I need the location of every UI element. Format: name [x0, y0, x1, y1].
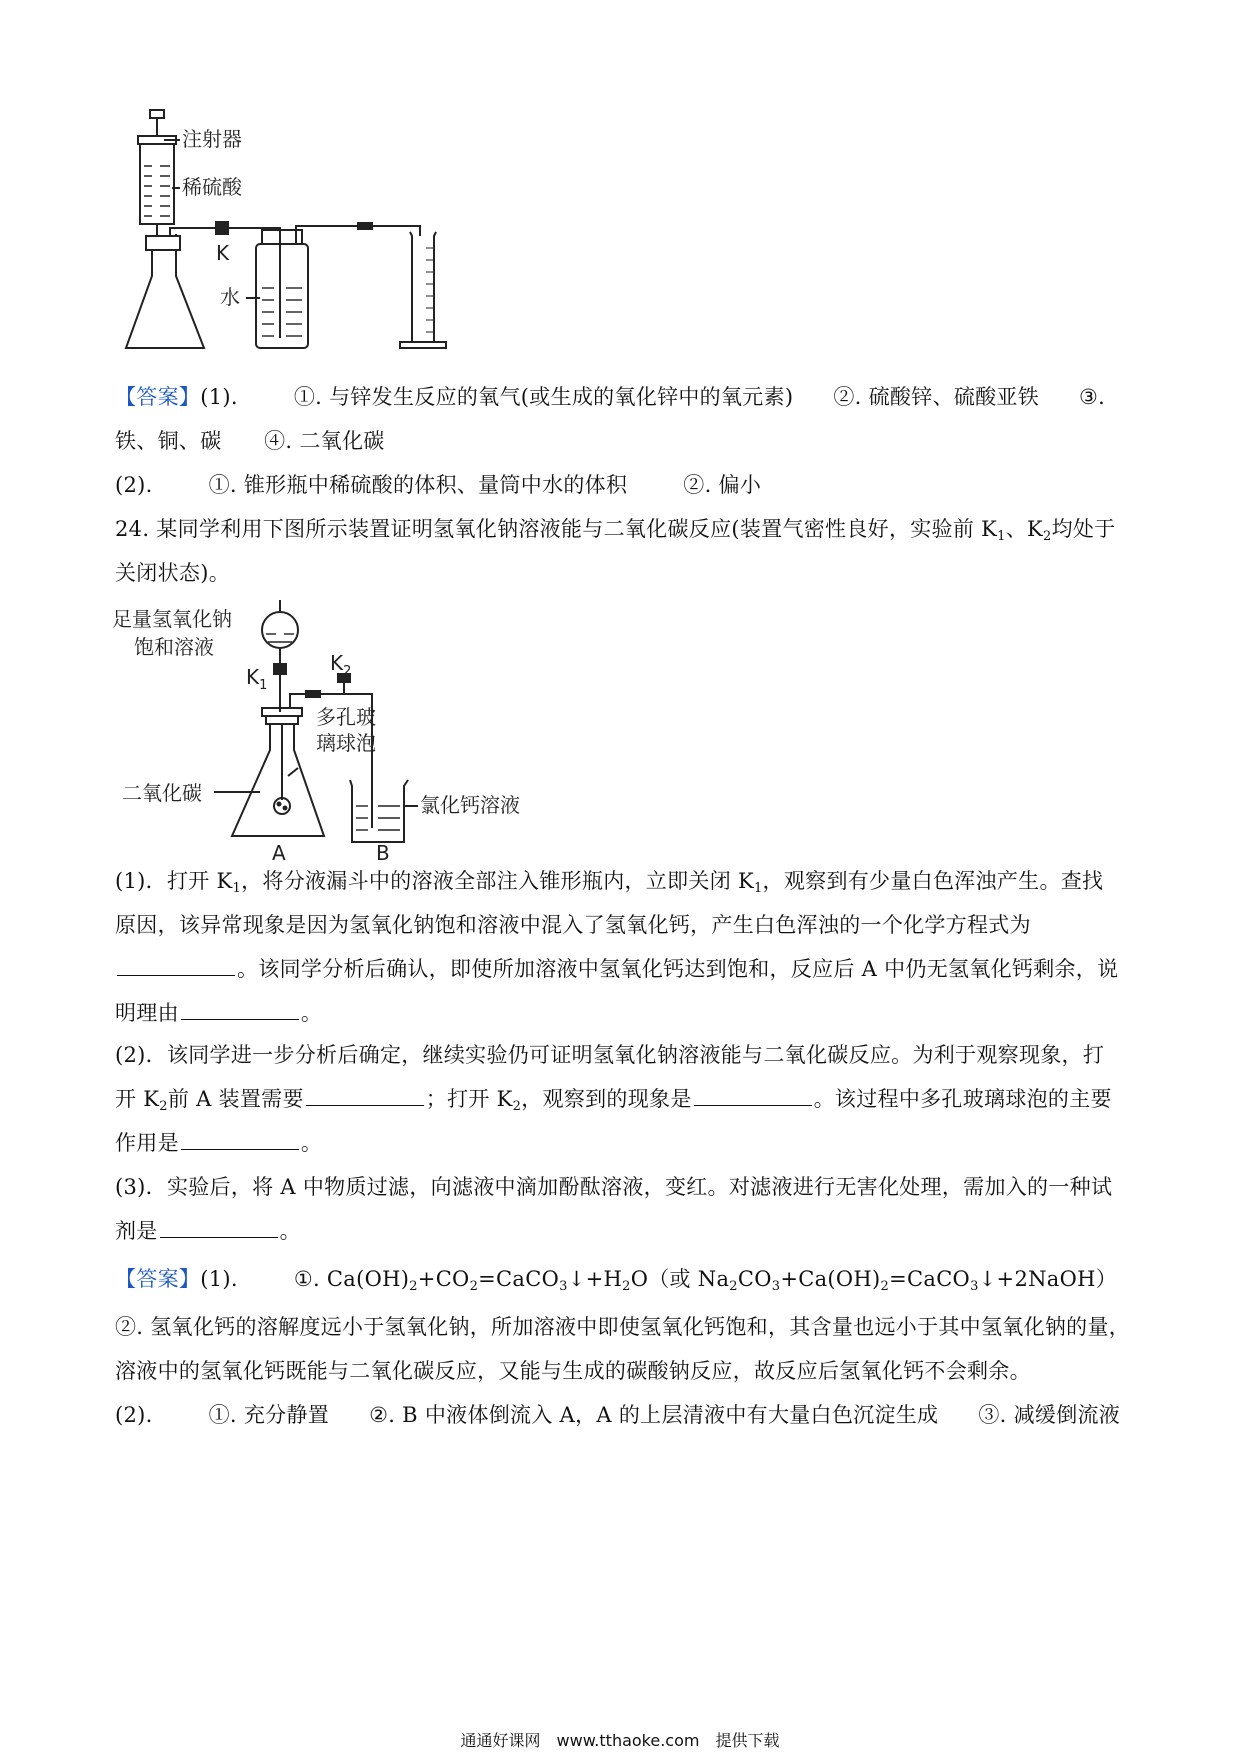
question-text: 。该过程中多孔玻璃球泡的主要: [813, 1087, 1112, 1111]
label-dilute-acid: 稀硫酸: [182, 175, 242, 199]
part-number: (1).: [200, 385, 238, 409]
label-naoh-2: 饱和溶液: [134, 635, 214, 659]
page-footer: 通通好课网 www.tthaoke.com 提供下载: [460, 1731, 780, 1750]
subscript: 2: [409, 1279, 418, 1294]
answer-23-line-2: 铁、铜、碳 ④. 二氧化碳: [115, 429, 385, 453]
answer-24-line-1: [115, 1264, 1117, 1294]
question-text: 24. 某同学利用下图所示装置证明氢氧化钠溶液能与二氧化碳反应(装置气密性良好，实验前 K: [115, 517, 998, 541]
subscript: 2: [159, 1099, 168, 1114]
label-a: A: [272, 841, 286, 865]
question-text: 。: [300, 1001, 323, 1025]
label-naoh-1: 足量氢氧化钠: [112, 607, 232, 631]
part-number: (1).: [200, 1267, 238, 1291]
subscript: 1: [753, 881, 763, 896]
q24-part1-line-2: 原因，该异常现象是因为氢氧化钠饱和溶液中混入了氢氧化钙，产生白色浑浊的一个化学方程式为: [115, 913, 1031, 937]
q24-part2-line-2: [115, 1084, 1112, 1114]
answer-text: ①. 锥形瓶中稀硫酸的体积、量筒中水的体积: [208, 473, 628, 497]
subscript: 2: [469, 1279, 479, 1294]
question-text: ，观察到的现象是: [521, 1087, 692, 1111]
subscript: 2: [880, 1279, 890, 1294]
equation-text: =CaCO: [478, 1267, 560, 1291]
answer-tag: 【答案】: [115, 1267, 201, 1291]
label-porous-bulb-1: 多孔玻: [316, 705, 376, 729]
q24-part1-line-1: [115, 866, 1103, 896]
beaker-b: [350, 780, 408, 842]
label-b: B: [376, 841, 390, 865]
equation-text: ①. Ca(OH): [293, 1267, 410, 1291]
label-valve-k: K: [216, 241, 230, 265]
subscript: 1: [997, 529, 1006, 544]
valve-k: [216, 222, 228, 234]
answer-23-line-3: [115, 470, 761, 500]
equation-text: +Ca(OH): [780, 1267, 881, 1291]
subscript: 2: [729, 1279, 738, 1294]
answer-blank[interactable]: [694, 1085, 812, 1106]
conical-flask-a: [232, 724, 324, 836]
answer-blank[interactable]: [160, 1217, 278, 1238]
q24-part1-line-4: [115, 998, 322, 1028]
question-text: 剂是: [115, 1219, 158, 1243]
answer-blank[interactable]: [306, 1085, 424, 1106]
subscript: 2: [1043, 529, 1052, 544]
answer-blank[interactable]: [117, 955, 235, 976]
question-text: 、K: [1005, 517, 1043, 541]
syringe-plunger-cap: [150, 110, 164, 118]
answer-24-line-4: [115, 1400, 1120, 1430]
answer-tag: 【答案】: [115, 385, 201, 409]
question-text: 作用是: [115, 1131, 179, 1155]
question-text: 前 A 装置需要: [167, 1087, 304, 1111]
question-text: 均处于: [1051, 517, 1116, 541]
equation-text: CO: [737, 1267, 772, 1291]
question-text: (1)．打开 K: [115, 869, 233, 893]
subscript: 1: [232, 881, 242, 896]
q24-part2-line-1: (2)．该同学进一步分析后确定，继续实验仍可证明氢氧化钠溶液能与二氧化碳反应。为利于观察现象，打: [115, 1043, 1105, 1067]
label-syringe: 注射器: [182, 127, 242, 151]
question-text: ，将分液漏斗中的溶液全部注入锥形瓶内，立即关闭 K: [241, 869, 754, 893]
label-cacl2: 氯化钙溶液: [420, 793, 520, 817]
question-24-line-1: [115, 514, 1115, 544]
answer-text: ③. 减缓倒流液: [978, 1403, 1121, 1427]
figure-apparatus-1: [120, 108, 480, 408]
q24-part3-line-1: (3)．实验后，将 A 中物质过滤，向滤液中滴加酚酞溶液，变红。对滤液进行无害化处理，需加入的一种试: [115, 1175, 1113, 1199]
answer-23-line-1: [115, 382, 1105, 412]
valve-k1: [274, 664, 286, 674]
label-k2: $K_2$: [330, 651, 352, 679]
answer-text: ①. 充分静置: [208, 1403, 330, 1427]
answer-24-line-3: 溶液中的氢氧化钙既能与二氧化碳反应，又能与生成的碳酸钠反应，故反应后氢氧化钙不会剩余。: [115, 1359, 1031, 1383]
question-text: 。: [300, 1131, 323, 1155]
label-water: 水: [220, 285, 240, 309]
part-number: (2).: [115, 473, 153, 497]
water-bottle: [256, 244, 308, 348]
equation-text: O（或 Na: [630, 1267, 730, 1291]
subscript: 3: [559, 1279, 568, 1294]
answer-text: ②. B 中液体倒流入 A，A 的上层清液中有大量白色沉淀生成: [369, 1403, 939, 1427]
question-text: 明理由: [115, 1001, 179, 1025]
question-text: 开 K: [115, 1087, 160, 1111]
subscript: 2: [622, 1279, 631, 1294]
answer-text: ①. 与锌发生反应的氧气(或生成的氧化锌中的氧元素): [293, 385, 794, 409]
equation-text: =CaCO: [889, 1267, 971, 1291]
subscript: 3: [970, 1279, 979, 1294]
label-co2: 二氧化碳: [122, 781, 202, 805]
answer-blank[interactable]: [181, 999, 299, 1020]
label-porous-bulb-2: 璃球泡: [316, 731, 376, 755]
q24-part1-line-3: [115, 954, 1118, 984]
question-text: ，观察到有少量白色浑浊产生。查找: [762, 869, 1104, 893]
equation-text: ↓+H: [567, 1267, 623, 1291]
answer-text: ②. 偏小: [683, 473, 762, 497]
answer-text: ③.: [1079, 385, 1106, 409]
question-text: 。: [279, 1219, 301, 1243]
label-k1: $K_1$: [246, 665, 268, 693]
answer-text: ②. 硫酸锌、硫酸亚铁: [833, 385, 1040, 409]
question-24-line-2: 关闭状态)。: [115, 561, 230, 585]
subscript: 3: [771, 1279, 781, 1294]
flask-stopper: [146, 236, 180, 250]
answer-24-line-2: ②. 氢氧化钙的溶解度远小于氢氧化钠，所加溶液中即使氢氧化钙饱和，其含量也远小于其中氢氧化钠的量，: [115, 1315, 1131, 1339]
q24-part2-line-3: [115, 1128, 322, 1158]
syringe-barrel: [140, 144, 174, 224]
subscript: 2: [512, 1099, 522, 1114]
equation-text: ↓+2NaOH）: [978, 1267, 1118, 1291]
conical-flask: [126, 250, 204, 348]
q24-part3-line-2: [115, 1216, 301, 1246]
porous-glass-bulb: [274, 798, 290, 814]
equation-text: +CO: [417, 1267, 470, 1291]
part-number: (2).: [115, 1403, 153, 1427]
answer-blank[interactable]: [181, 1129, 299, 1150]
question-text: 。该同学分析后确认，即使所加溶液中氢氧化钙达到饱和，反应后 A 中仍无氢氧化钙剩余，说: [237, 957, 1119, 981]
question-text: ；打开 K: [425, 1087, 513, 1111]
